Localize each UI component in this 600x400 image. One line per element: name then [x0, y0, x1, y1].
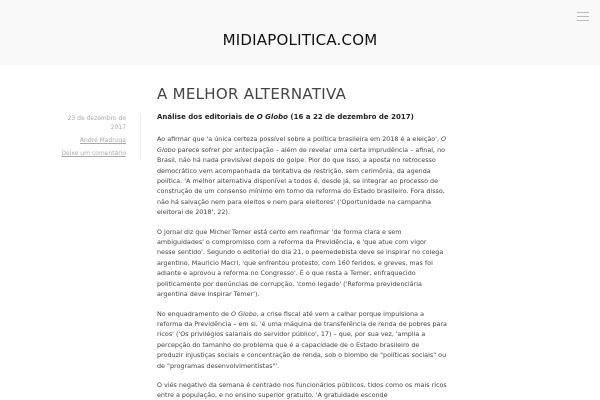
site-title[interactable]: MIDIAPOLITICA.COM: [222, 31, 378, 49]
paragraph-text: , a crise fiscal até vem a calhar porque impulsiona a reforma da Previdência – em si, 'é uma máquina de transferência de renda de pobres para ricos' ('Os privilégios salariais do servidor público', 17) – que, por sua vez, 'amplia a percepção do tamanho do problema que é a capacidade de o Estado brasileiro de produzir injustiças sociais e concentração de renda, sob o biombo de "políticas sociais" ou de "programas desenvolvimentistas"'.: [157, 309, 447, 370]
post-content: [157, 112, 447, 400]
subtitle-emph: O Globo: [256, 113, 288, 121]
post-date[interactable]: 23 de dezembro de 2017: [67, 115, 126, 131]
paragraph-emph: O Globo: [157, 135, 447, 154]
post-meta: [60, 115, 126, 162]
paragraph-emph: O Globo: [231, 309, 257, 318]
menu-bar: [577, 16, 589, 17]
paragraph-4: O viés negativo da semana é centrado nos funcionários públicos, tidos como os mais ricos entre a população, e no ensino superior gratuito. 'A gratuidade esconde: [157, 380, 447, 400]
menu-bar: [577, 12, 589, 13]
subtitle-prefix: Análise dos editoriais de: [157, 113, 257, 121]
menu-bar: [577, 20, 589, 21]
paragraph-text: parece sofrer por antecipação – além de revelar uma certa imprudência – afinal, no Brasil, não há nada previsível depois do golpe. Pior do que isso, a aposta no retrocesso democrático vem acompanhada da tentativa de restrição, sem cerimônia, da agenda política. 'A melhor alternativa disponível a todos é, desde já, se integrar ao processo de construção de um consenso mínimo em torno da reforma do Estado brasileiro. Fora disso, não há salvação nem para eleitos e nem para eleitores' ('Oportunidade na campanha eleitoral de 2018', 22).: [157, 145, 446, 217]
paragraph-text: No enquadramento de: [157, 309, 232, 318]
post-subtitle: [157, 112, 447, 122]
site-header: [0, 0, 600, 65]
comment-link[interactable]: Deixe um comentário: [61, 149, 126, 157]
post-title: A MELHOR ALTERNATIVA: [157, 85, 347, 103]
author-link[interactable]: André Madruga: [79, 137, 126, 144]
subtitle-suffix: (16 a 22 de dezembro de 2017): [287, 113, 414, 121]
paragraph-text: Ao afirmar que 'a única certeza possível sobre a política brasileira em 2018 é a eleição',: [157, 135, 441, 144]
paragraph-3: [157, 309, 447, 371]
paragraph-2: O jornal diz que Michel Temer está certo em reafirmar 'de forma clara e sem ambiguidades' o compromisso com a reforma da Previdência, e 'que atue com vigor nesse sentido'. Segundo o editorial do dia 21, o peemedebista deve se inspirar no colega argentino, Mauricio Macri, 'que enfrentou protesto, com 160 feridos, e greves, mas foi adiante e aprovou a reforma no Congresso'. É o que resta a Temer, enfraquecido politicamente por denúncias de corrupção, 'como legado' ('Reforma previdenciária argentina deve inspirar Temer').: [157, 227, 444, 299]
meta-divider: [140, 114, 141, 160]
paragraph-1: [157, 134, 447, 217]
hamburger-menu-icon[interactable]: [577, 12, 589, 24]
